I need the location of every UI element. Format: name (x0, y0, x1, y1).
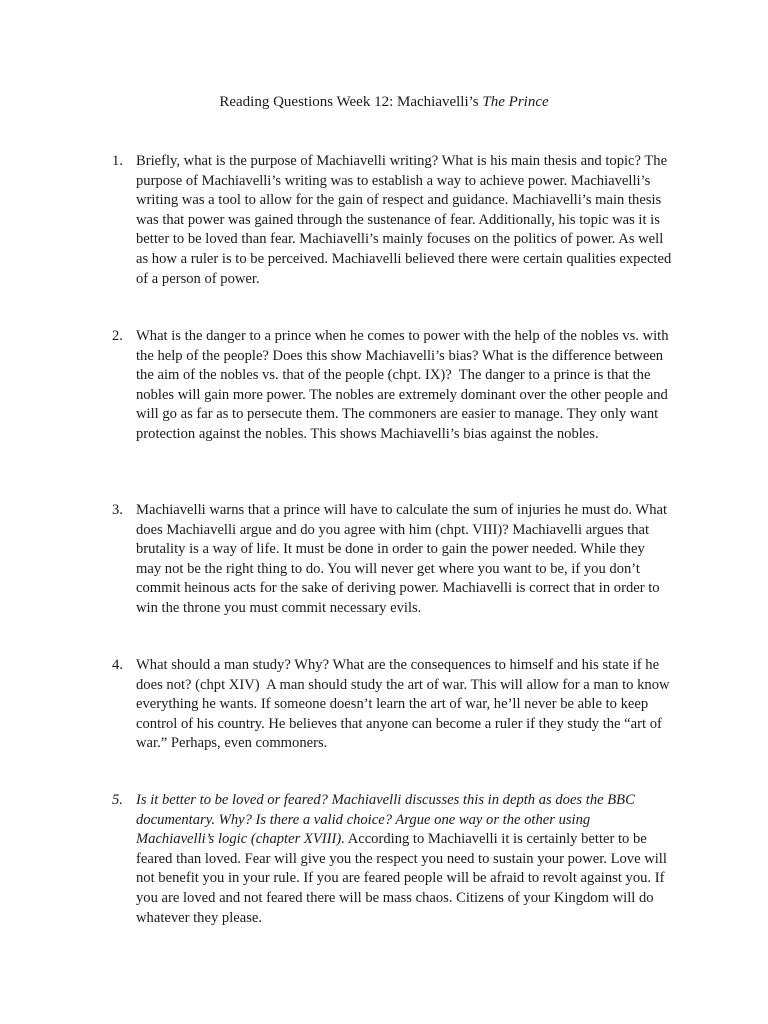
question-5 (112, 791, 672, 928)
question-answer: The danger to a prince is that the nobles will gain more power. The nobles are extremely dominant over the other people and will go as far as to persecute them. The commoners are easier to manage. They only want protection against the nobles. This shows Machiavelli’s bias against the nobles. (136, 367, 668, 442)
question-number: 4. (112, 657, 123, 673)
title-book-name: The Prince (482, 94, 549, 110)
question-4 (112, 656, 672, 754)
title-text: Reading Questions Week 12: Machiavelli’s (219, 94, 483, 110)
question-3 (112, 501, 672, 619)
question-prompt: Is it better to be loved or feared? Machiavelli discusses this in depth as does the BBC documentary. Why? Is there a valid choice? Argue one way or the other using Machiavelli’s logic (chapter XVIII). (136, 792, 635, 848)
question-number: 2. (112, 328, 123, 344)
question-body (136, 656, 672, 754)
question-prompt: What is the danger to a prince when he comes to power with the help of the nobles vs. with the help of the people? Does this show Machiavelli’s bias? What is the difference between the aim of the nobles vs. that of the people (chpt. IX)? (136, 328, 669, 384)
question-prompt: Machiavelli warns that a prince will have to calculate the sum of injuries he must do. What does Machiavelli argue and do you agree with him (chpt. VIII)? (136, 502, 668, 538)
question-answer: A man should study the art of war. This will allow for a man to know everything he wants. If someone doesn’t learn the art of war, he’ll never be able to keep control of his country. He believes that anyone can become a ruler if they study the “art of war.” Perhaps, even commoners. (136, 676, 670, 752)
question-body (136, 152, 672, 289)
question-answer: According to Machiavelli it is certainly better to be feared than loved. Fear will give you the respect you need to sustain your power. Love will not benefit you in your rule. If you are feared people will be afraid to revolt against you. If you are loved and not feared there will be mass chaos. Citizens of your Kingdom will do whatever they please. (136, 831, 667, 926)
question-prompt: Briefly, what is the purpose of Machiavelli writing? What is his main thesis and topic? (136, 153, 641, 169)
question-2 (112, 327, 672, 445)
question-answer: Machiavelli argues that brutality is a way of life. It must be done in order to gain the power needed. While they may not be the right thing to do. You will never get where you want to be, if you don’t commit heinous acts for the sake of deriving power. Machiavelli is correct that in order to win the throne you must commit necessary evils. (136, 521, 660, 616)
page-title (0, 92, 768, 112)
question-prompt: What should a man study? Why? What are the consequences to himself and his state if he does not? (chpt XIV) (136, 657, 660, 693)
question-body (136, 327, 672, 445)
question-number: 5. (112, 792, 123, 808)
question-number: 1. (112, 153, 123, 169)
question-number: 3. (112, 502, 123, 518)
question-body (136, 501, 672, 619)
question-answer: The purpose of Machiavelli’s writing was to establish a way to achieve power. Machiavelli’s writing was a tool to allow for the gain of respect and guidance. Machiavelli’s main thesis was that power was gained through the sustenance of fear. Additionally, his topic was it is better to be loved than fear. Machiavelli’s mainly focuses on the politics of power. As well as how a ruler is to be perceived. Machiavelli believed there were certain qualities expected of a person of power. (136, 153, 672, 287)
question-body (136, 791, 672, 928)
question-1 (112, 152, 672, 289)
